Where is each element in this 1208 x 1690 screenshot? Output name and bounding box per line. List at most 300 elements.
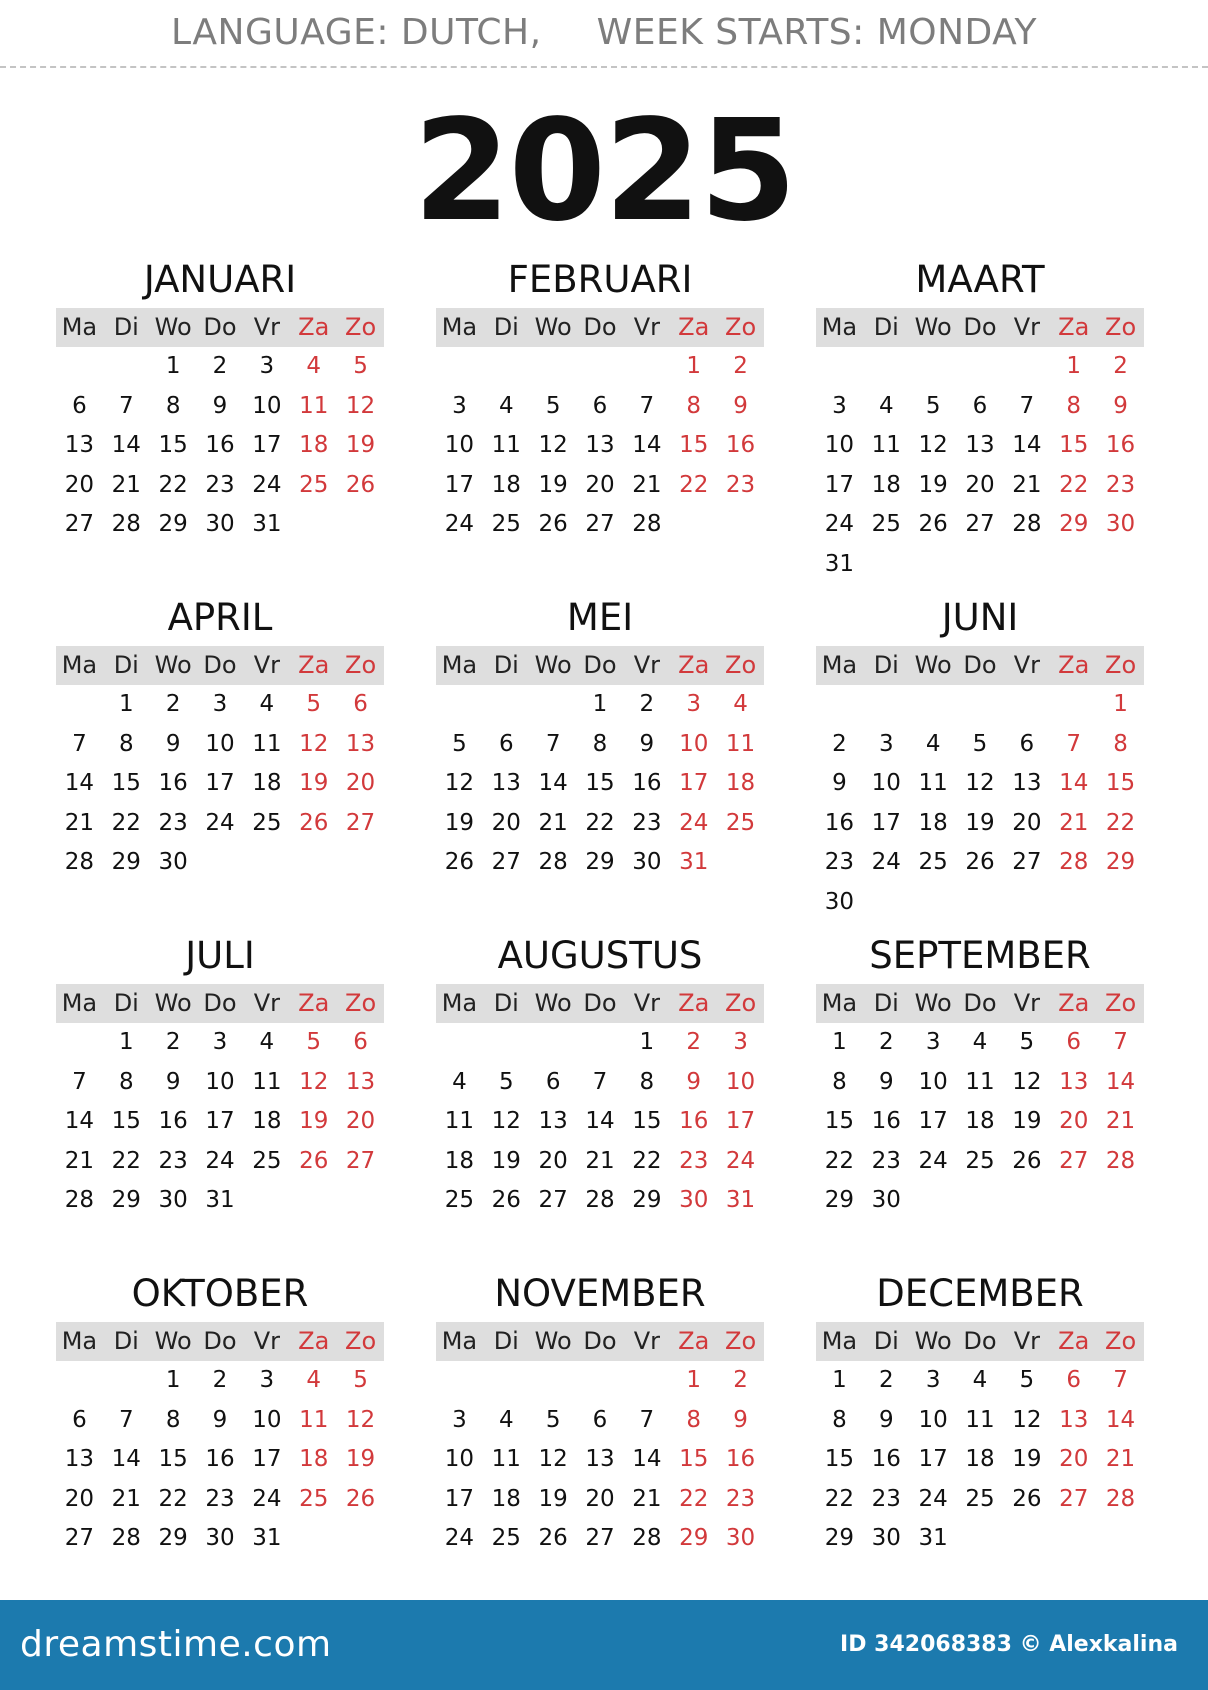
days-grid (56, 1023, 384, 1221)
weekday-label: Do (203, 1327, 237, 1355)
weekday-label: Vr (1013, 313, 1040, 341)
day-cell: 21 (1105, 1108, 1136, 1135)
day-cell: 8 (686, 1406, 702, 1433)
weekday-label: Zo (725, 1327, 757, 1355)
day-cell: 13 (345, 1068, 376, 1095)
day-cell: 24 (679, 809, 709, 836)
day-cell: 24 (205, 809, 235, 836)
empty-cell (1003, 685, 1050, 725)
day-cell: 20 (345, 770, 376, 797)
day-cell: 18 (252, 770, 282, 797)
day-cell: 4 (259, 1029, 275, 1055)
day-cell: 25 (299, 471, 329, 498)
day-cell: 4 (498, 392, 514, 419)
day-cell: 5 (452, 730, 467, 757)
day-cell: 26 (965, 849, 995, 876)
weekday-label: Za (298, 651, 330, 679)
day-cell: 9 (733, 1406, 748, 1433)
weekday-label: Do (583, 989, 617, 1017)
month-name: SEPTEMBER (869, 934, 1091, 977)
day-cell: 13 (64, 1446, 95, 1473)
weekday-label: Di (493, 1327, 519, 1355)
empty-cell (816, 685, 863, 725)
day-cell: 12 (345, 1406, 376, 1433)
weekday-label: Di (113, 651, 139, 679)
weekday-label: Vr (1013, 989, 1040, 1017)
day-cell: 18 (252, 1108, 282, 1135)
month-block (436, 256, 764, 594)
weekday-header (56, 308, 384, 347)
day-cell: 14 (1012, 432, 1042, 459)
weekday-label: Wo (914, 989, 952, 1017)
weekday-header (56, 1322, 384, 1361)
day-cell: 1 (832, 1367, 847, 1393)
day-cell: 1 (832, 1029, 847, 1055)
empty-cell (436, 685, 483, 725)
day-cell: 23 (1105, 471, 1136, 498)
day-cell: 11 (871, 432, 901, 459)
day-cell: 11 (252, 730, 282, 757)
weekday-label: Vr (633, 651, 660, 679)
day-cell: 18 (491, 471, 521, 498)
weekday-label: Za (678, 651, 710, 679)
day-cell: 26 (299, 1147, 329, 1174)
day-cell: 27 (345, 809, 376, 836)
day-cell: 6 (72, 392, 87, 419)
day-cell: 8 (165, 392, 181, 419)
day-cell: 1 (686, 1367, 702, 1393)
day-cell: 16 (158, 1108, 188, 1135)
weekday-label: Di (493, 651, 519, 679)
month-name: JANUARI (143, 258, 297, 301)
weekday-label: Zo (725, 651, 757, 679)
day-cell: 4 (306, 1367, 322, 1393)
day-cell: 10 (679, 730, 709, 757)
day-cell: 15 (585, 770, 615, 797)
footer-bar (0, 1600, 1208, 1690)
day-cell: 3 (832, 392, 847, 419)
month-block (816, 594, 1144, 932)
day-cell: 8 (165, 1406, 181, 1433)
month-block (56, 594, 384, 932)
weekday-label: Zo (345, 313, 377, 341)
empty-cell (816, 347, 863, 387)
day-cell: 22 (1059, 471, 1089, 498)
day-cell: 6 (72, 1406, 87, 1433)
day-cell: 24 (252, 1485, 282, 1512)
day-cell: 8 (1113, 730, 1128, 757)
day-cell: 14 (632, 1446, 662, 1473)
day-cell: 25 (965, 1485, 995, 1512)
day-cell: 3 (686, 691, 702, 717)
day-cell: 1 (165, 1367, 181, 1393)
day-cell: 16 (871, 1446, 901, 1473)
day-cell: 24 (205, 1147, 235, 1174)
day-cell: 30 (1105, 511, 1136, 538)
day-cell: 16 (632, 770, 662, 797)
weekday-label: Zo (725, 313, 757, 341)
weekday-label: Ma (441, 1327, 478, 1355)
day-cell: 8 (1066, 392, 1082, 419)
weekday-label: Ma (61, 651, 98, 679)
day-cell: 7 (118, 1406, 134, 1433)
day-cell: 11 (918, 770, 948, 797)
day-cell: 25 (252, 1147, 282, 1174)
day-cell: 22 (158, 1485, 188, 1512)
day-cell: 2 (832, 730, 847, 757)
day-cell: 4 (972, 1367, 988, 1393)
weekday-label: Zo (345, 651, 377, 679)
day-cell: 12 (491, 1108, 521, 1135)
day-cell: 23 (158, 1147, 188, 1174)
day-cell: 2 (212, 1367, 228, 1393)
month-name: NOVEMBER (494, 1272, 706, 1315)
weekday-label: Do (963, 1327, 997, 1355)
day-cell: 19 (491, 1147, 521, 1174)
day-cell: 19 (918, 471, 948, 498)
day-cell: 2 (733, 353, 748, 379)
day-cell: 26 (491, 1187, 521, 1214)
day-cell: 21 (585, 1147, 615, 1174)
day-cell: 24 (824, 511, 855, 538)
day-cell: 15 (824, 1108, 855, 1135)
day-cell: 8 (118, 730, 134, 757)
day-cell: 26 (345, 471, 376, 498)
day-cell: 16 (824, 809, 855, 836)
day-cell: 26 (1012, 1147, 1042, 1174)
day-cell: 10 (918, 1406, 948, 1433)
day-cell: 23 (205, 1485, 235, 1512)
weekday-header (436, 646, 764, 685)
day-cell: 7 (1066, 730, 1082, 757)
weekday-header (816, 308, 1144, 347)
dashed-divider (0, 66, 1208, 68)
day-cell: 11 (965, 1068, 995, 1095)
day-cell: 20 (585, 1485, 615, 1512)
day-cell: 2 (878, 1029, 894, 1055)
days-grid (56, 1361, 384, 1559)
day-cell: 30 (158, 849, 188, 876)
day-cell: 15 (158, 432, 188, 459)
day-cell: 5 (498, 1068, 514, 1095)
day-cell: 25 (299, 1485, 329, 1512)
day-cell: 9 (686, 1068, 702, 1095)
day-cell: 28 (64, 1187, 95, 1214)
day-cell: 5 (925, 392, 941, 419)
day-cell: 18 (444, 1147, 475, 1174)
day-cell: 29 (585, 849, 615, 876)
day-cell: 24 (444, 511, 475, 538)
day-cell: 11 (965, 1406, 995, 1433)
day-cell: 11 (725, 730, 756, 757)
day-cell: 8 (832, 1406, 847, 1433)
day-cell: 15 (632, 1108, 662, 1135)
day-cell: 18 (965, 1108, 995, 1135)
day-cell: 30 (679, 1187, 709, 1214)
weekday-label: Za (298, 313, 330, 341)
day-cell: 11 (252, 1068, 282, 1095)
day-cell: 7 (639, 392, 655, 419)
day-cell: 23 (205, 471, 235, 498)
days-grid (816, 685, 1144, 923)
empty-cell (483, 1361, 530, 1401)
weekday-label: Di (113, 989, 139, 1017)
day-cell: 13 (1059, 1068, 1089, 1095)
day-cell: 30 (205, 1525, 235, 1552)
day-cell: 1 (686, 353, 702, 379)
day-cell: 8 (832, 1068, 847, 1095)
day-cell: 17 (725, 1108, 756, 1135)
day-cell: 1 (118, 691, 134, 717)
empty-cell (957, 685, 1004, 725)
day-cell: 10 (444, 432, 475, 459)
day-cell: 18 (871, 471, 901, 498)
image-credit: ID 342068383 © Alexkalina (840, 1632, 1178, 1657)
day-cell: 13 (491, 770, 521, 797)
day-cell: 12 (444, 770, 475, 797)
day-cell: 4 (498, 1406, 514, 1433)
day-cell: 27 (585, 1525, 615, 1552)
day-cell: 19 (1012, 1446, 1042, 1473)
day-cell: 29 (824, 1525, 855, 1552)
empty-cell (623, 347, 670, 387)
day-cell: 20 (491, 809, 521, 836)
week-start-label: WEEK STARTS: MONDAY (596, 12, 1037, 53)
day-cell: 7 (639, 1406, 655, 1433)
day-cell: 14 (1105, 1406, 1136, 1433)
day-cell: 22 (679, 1485, 709, 1512)
day-cell: 24 (918, 1147, 948, 1174)
day-cell: 17 (918, 1108, 948, 1135)
weekday-label: Di (113, 1327, 139, 1355)
day-cell: 8 (118, 1068, 134, 1095)
day-cell: 17 (871, 809, 901, 836)
empty-cell (1050, 685, 1097, 725)
month-name: JULI (185, 934, 255, 977)
day-cell: 20 (1059, 1108, 1089, 1135)
empty-cell (910, 347, 957, 387)
days-grid (436, 1361, 764, 1559)
day-cell: 10 (824, 432, 855, 459)
empty-cell (1003, 347, 1050, 387)
day-cell: 3 (452, 392, 467, 419)
day-cell: 5 (972, 730, 988, 757)
day-cell: 17 (205, 1108, 235, 1135)
month-block (816, 932, 1144, 1270)
day-cell: 20 (64, 471, 95, 498)
weekday-label: Do (963, 313, 997, 341)
day-cell: 22 (1105, 809, 1136, 836)
day-cell: 4 (452, 1068, 467, 1095)
weekday-label: Wo (534, 313, 572, 341)
day-cell: 12 (965, 770, 995, 797)
weekday-label: Zo (1105, 989, 1137, 1017)
day-cell: 19 (965, 809, 995, 836)
weekday-label: Ma (441, 989, 478, 1017)
day-cell: 15 (1059, 432, 1089, 459)
weekday-label: Di (873, 651, 899, 679)
day-cell: 15 (1105, 770, 1136, 797)
weekday-label: Ma (821, 989, 858, 1017)
day-cell: 27 (585, 511, 615, 538)
day-cell: 23 (158, 809, 188, 836)
empty-cell (103, 1361, 150, 1401)
month-block (56, 256, 384, 594)
day-cell: 15 (111, 1108, 141, 1135)
day-cell: 10 (444, 1446, 475, 1473)
day-cell: 30 (824, 888, 855, 915)
day-cell: 26 (538, 1525, 568, 1552)
empty-cell (530, 1361, 577, 1401)
day-cell: 15 (111, 770, 141, 797)
day-cell: 2 (212, 353, 228, 379)
empty-cell (483, 685, 530, 725)
day-cell: 20 (1059, 1446, 1089, 1473)
day-cell: 1 (639, 1029, 655, 1055)
day-cell: 22 (679, 471, 709, 498)
day-cell: 26 (538, 511, 568, 538)
empty-cell (577, 1023, 624, 1063)
day-cell: 30 (205, 511, 235, 538)
day-cell: 18 (918, 809, 948, 836)
days-grid (436, 685, 764, 883)
day-cell: 9 (1113, 392, 1128, 419)
day-cell: 10 (725, 1068, 756, 1095)
day-cell: 29 (1059, 511, 1089, 538)
day-cell: 24 (725, 1147, 756, 1174)
weekday-header (816, 1322, 1144, 1361)
weekday-label: Di (493, 989, 519, 1017)
day-cell: 19 (444, 809, 475, 836)
day-cell: 5 (1019, 1029, 1035, 1055)
day-cell: 20 (538, 1147, 568, 1174)
day-cell: 28 (1105, 1485, 1136, 1512)
day-cell: 12 (538, 1446, 568, 1473)
day-cell: 16 (158, 770, 188, 797)
day-cell: 14 (111, 432, 141, 459)
day-cell: 18 (299, 1446, 329, 1473)
weekday-label: Wo (154, 989, 192, 1017)
day-cell: 27 (491, 849, 521, 876)
weekday-label: Za (678, 1327, 710, 1355)
day-cell: 25 (725, 809, 756, 836)
day-cell: 5 (545, 392, 561, 419)
weekday-label: Ma (821, 313, 858, 341)
day-cell: 21 (538, 809, 568, 836)
day-cell: 22 (824, 1147, 855, 1174)
weekday-header (436, 308, 764, 347)
day-cell: 23 (632, 809, 662, 836)
weekday-label: Za (678, 989, 710, 1017)
day-cell: 4 (259, 691, 275, 717)
day-cell: 27 (965, 511, 995, 538)
day-cell: 6 (545, 1068, 561, 1095)
day-cell: 27 (345, 1147, 376, 1174)
day-cell: 28 (64, 849, 95, 876)
day-cell: 21 (632, 1485, 662, 1512)
days-grid (816, 347, 1144, 585)
empty-cell (483, 1023, 530, 1063)
day-cell: 18 (491, 1485, 521, 1512)
day-cell: 16 (725, 1446, 756, 1473)
day-cell: 16 (1105, 432, 1136, 459)
empty-cell (436, 1361, 483, 1401)
year-title: 2025 (413, 90, 795, 253)
day-cell: 11 (491, 432, 521, 459)
day-cell: 26 (345, 1485, 376, 1512)
month-block (436, 1270, 764, 1608)
day-cell: 14 (1059, 770, 1089, 797)
day-cell: 30 (725, 1525, 756, 1552)
day-cell: 21 (1105, 1446, 1136, 1473)
day-cell: 24 (444, 1525, 475, 1552)
day-cell: 21 (1059, 809, 1089, 836)
days-grid (436, 347, 764, 545)
day-cell: 31 (725, 1187, 756, 1214)
day-cell: 22 (111, 809, 141, 836)
day-cell: 8 (686, 392, 702, 419)
weekday-label: Wo (914, 651, 952, 679)
empty-cell (577, 1361, 624, 1401)
day-cell: 6 (1066, 1029, 1082, 1055)
day-cell: 26 (299, 809, 329, 836)
day-cell: 3 (212, 1029, 228, 1055)
day-cell: 1 (592, 691, 608, 717)
day-cell: 23 (824, 849, 855, 876)
weekday-label: Vr (1013, 651, 1040, 679)
day-cell: 23 (725, 471, 756, 498)
day-cell: 7 (72, 1068, 87, 1095)
day-cell: 9 (878, 1068, 894, 1095)
empty-cell (436, 347, 483, 387)
day-cell: 7 (545, 730, 561, 757)
day-cell: 29 (158, 1525, 188, 1552)
day-cell: 11 (491, 1446, 521, 1473)
day-cell: 27 (1059, 1147, 1089, 1174)
month-block (816, 1270, 1144, 1608)
day-cell: 29 (679, 1525, 709, 1552)
empty-cell (56, 1023, 103, 1063)
day-cell: 18 (725, 770, 756, 797)
day-cell: 17 (252, 432, 282, 459)
empty-cell (577, 347, 624, 387)
weekday-label: Ma (441, 651, 478, 679)
day-cell: 6 (592, 392, 608, 419)
weekday-label: Ma (821, 651, 858, 679)
weekday-label: Do (203, 989, 237, 1017)
weekday-label: Vr (253, 651, 280, 679)
day-cell: 12 (538, 432, 568, 459)
weekday-label: Zo (345, 989, 377, 1017)
month-name: MEI (566, 596, 634, 639)
day-cell: 29 (111, 1187, 141, 1214)
day-cell: 25 (965, 1147, 995, 1174)
day-cell: 9 (212, 1406, 228, 1433)
day-cell: 30 (871, 1525, 901, 1552)
header-caption (0, 0, 1208, 66)
day-cell: 15 (679, 432, 709, 459)
day-cell: 9 (878, 1406, 894, 1433)
day-cell: 27 (538, 1187, 568, 1214)
day-cell: 5 (1019, 1367, 1035, 1393)
day-cell: 10 (871, 770, 901, 797)
day-cell: 16 (679, 1108, 709, 1135)
days-grid (56, 685, 384, 883)
weekday-label: Di (873, 313, 899, 341)
day-cell: 9 (165, 1068, 181, 1095)
month-block (436, 594, 764, 932)
day-cell: 23 (871, 1485, 901, 1512)
